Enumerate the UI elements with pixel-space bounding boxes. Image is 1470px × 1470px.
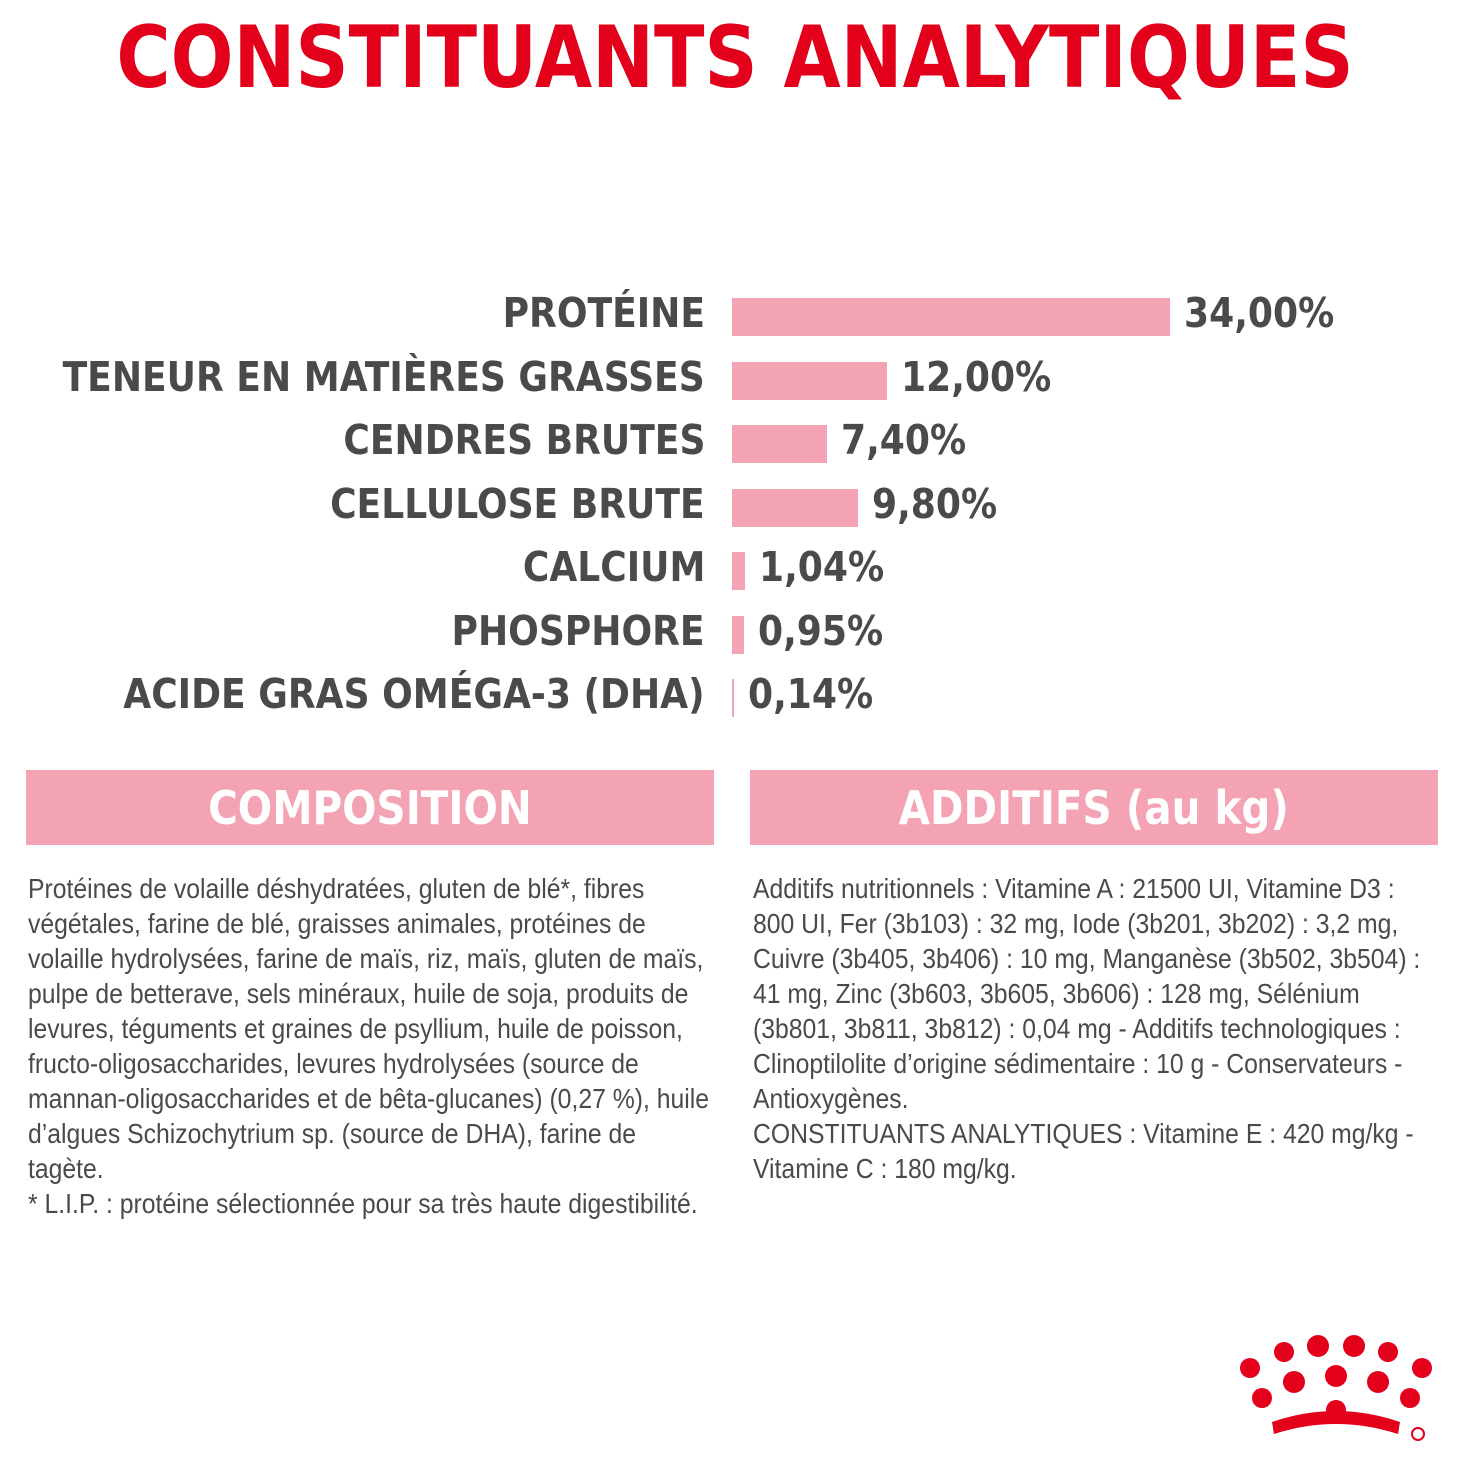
- bar: [732, 298, 1170, 336]
- bar: [732, 425, 827, 463]
- bar: [732, 552, 745, 590]
- additifs-header: [750, 770, 1438, 845]
- additifs-title: ADDITIFS (au kg): [898, 780, 1290, 835]
- composition-title: COMPOSITION: [208, 780, 532, 835]
- composition-paragraph: Protéines de volaille déshydratées, gluten de blé*, fibres végétales, farine de blé, graisses animales, protéines de volaille hydrolysées, farine de maïs, riz, maïs, gluten de maïs, pulpe de betterave, sels minéraux, huile de soja, produits de levures, téguments et graines de psyllium, huile de poisson, fructo-oligosaccharides, levures hydrolysées (source de mannan-oligosaccharides et de bêta-glucanes) (0,27 %), huile d’algues Schizochytrium sp. (source de DHA), farine de tagète.: [28, 873, 710, 1184]
- bar: [732, 489, 858, 527]
- bar-value-label: 9,80%: [872, 479, 998, 528]
- bar-value-label: 7,40%: [841, 416, 967, 464]
- bar-value-label: 0,14%: [748, 670, 874, 718]
- composition-header: [26, 770, 714, 845]
- page-title: CONSTITUANTS ANALYTIQUES: [116, 8, 1354, 108]
- crown-logo-icon: [1232, 1330, 1442, 1445]
- composition-text: [28, 871, 712, 1221]
- bar-label: PHOSPHORE: [451, 606, 705, 655]
- bar: [732, 616, 744, 654]
- bar-label: CELLULOSE BRUTE: [330, 479, 705, 528]
- additifs-constituants: CONSTITUANTS ANALYTIQUES : Vitamine E : 420 mg/kg - Vitamine C : 180 mg/kg.: [753, 1118, 1414, 1184]
- bar-value-label: 34,00%: [1184, 289, 1335, 337]
- bar-value-label: 12,00%: [900, 352, 1051, 401]
- bar-label: CENDRES BRUTES: [342, 416, 705, 464]
- bar-label: CALCIUM: [522, 543, 705, 591]
- additifs-paragraph: Additifs nutritionnels : Vitamine A : 21500 UI, Vitamine D3 : 800 UI, Fer (3b103) : 32 mg, Iode (3b201, 3b202) : 3,2 mg, Cuivre (3b405, 3b406) : 10 mg, Manganèse (3b502, 3b504) : 41 mg, Zinc (3b603, 3b605, 3b606) : 128 mg, Sélénium (3b801, 3b811, 3b812) : 0,04 mg - Additifs technologiques : Clinoptilolite d’origine sédimentaire : 10 g - Conservateurs - Antioxygènes.: [753, 873, 1421, 1114]
- bar-label: PROTÉINE: [502, 289, 705, 337]
- additifs-text: [753, 871, 1439, 1186]
- bar-label: TENEUR EN MATIÈRES GRASSES: [62, 352, 705, 401]
- bar-value-label: 0,95%: [758, 606, 884, 655]
- bar-value-label: 1,04%: [759, 543, 885, 591]
- composition-footnote: * L.I.P. : protéine sélectionnée pour sa très haute digestibilité.: [28, 1188, 698, 1219]
- bar-label: ACIDE GRAS OMÉGA-3 (DHA): [123, 670, 705, 718]
- bar: [732, 679, 734, 717]
- bar: [732, 362, 887, 400]
